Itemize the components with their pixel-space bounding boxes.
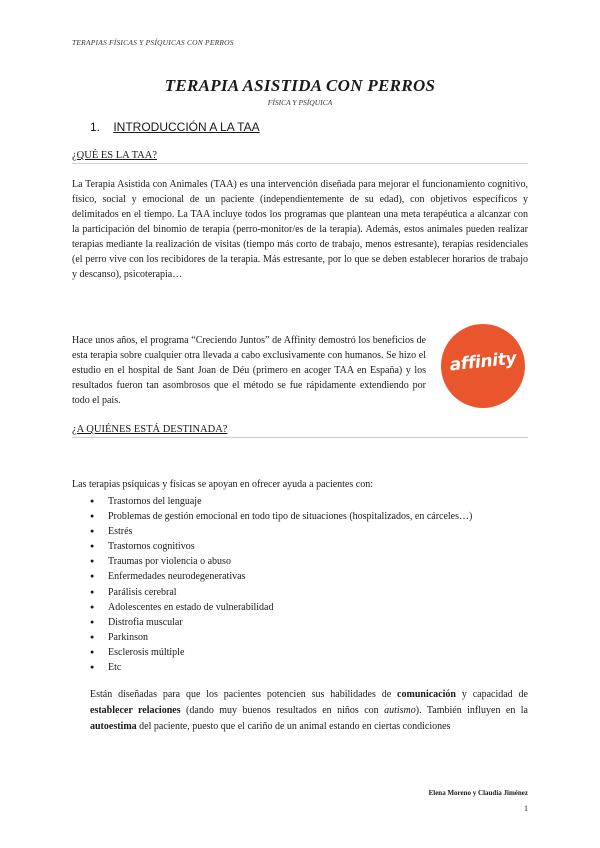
paragraph-closing <box>90 687 528 735</box>
list-item: ● Estrés <box>90 524 472 539</box>
question-heading-who: ¿A QUIÉNES ESTÁ DESTINADA? <box>72 424 528 438</box>
list-item: ● Trastornos del lenguaje <box>90 494 472 509</box>
closing-text: y capacidad de <box>455 689 528 700</box>
affinity-logo <box>441 324 525 408</box>
list-item: ● Traumas por violencia o abuso <box>90 554 472 569</box>
list-item: ● Parkinson <box>90 630 472 645</box>
closing-text: ). También influyen en la <box>415 705 528 716</box>
running-header: TERAPIAS FÍSICAS Y PSÍQUICAS CON PERROS <box>72 38 234 47</box>
footer-authors: Elena Moreno y Claudia Jiménez <box>428 789 528 797</box>
affinity-logo-text: affinity <box>448 348 518 376</box>
closing-text: del paciente, puesto que el cariño de un animal estando en ciertas condiciones <box>136 721 451 732</box>
document-title: TERAPIA ASISTIDA CON PERROS <box>164 76 436 95</box>
list-intro: Las terapias psíquicas y físicas se apoyan en ofrecer ayuda a pacientes con: <box>72 479 373 490</box>
paragraph-what-is-taa: La Terapia Asistida con Animales (TAA) es una intervención diseñada para mejorar el funcionamiento cognitivo, físico, social y emocional de un paciente (independientemente de su edad), con objetivos específicos y delimitados en el tiempo. La TAA incluye todos los programas que plantean una meta terapéutica a alcanzar con la participación del binomio de terapia (perro-monitor/es de la terapia). Además, estos animales pueden realizar terapias mediante la realización de visitas (tiempo más corto de trabajo, menos estresante), terapias residenciales (el perro vive con los recibidores de la terapia. Más estresante, por lo que se deben establecer horarios de trabajo y descanso), psicoterapia… <box>72 179 528 280</box>
list-item: ● Parálisis cerebral <box>90 585 472 600</box>
emphasis-communication: comunicación <box>397 689 456 700</box>
emphasis-relations: establecer relaciones <box>90 705 181 716</box>
closing-text: Están diseñadas para que los pacientes potencien sus habilidades de <box>90 689 398 700</box>
question-heading-what: ¿QUÉ ES LA TAA? <box>72 150 528 164</box>
page-number: 1 <box>524 804 528 813</box>
document-subtitle: FÍSICA Y PSÍQUICA <box>267 98 333 107</box>
list-item: ● Trastornos cognitivos <box>90 539 472 554</box>
paragraph-affinity: Hace unos años, el programa “Creciendo Juntos” de Affinity demostró los beneficios de esta terapia sobre cualquier otra llevada a cabo exclusivamente con humanos. Se hizo el estudio en el hospital de Sant Joan de Déu (primero en acoger TAA en España) y los resultados fueron tan asombrosos que el método se fue rápidamente extendiendo por todo el país. <box>72 335 426 406</box>
conditions-list <box>90 494 472 675</box>
section-title: INTRODUCCIÓN A LA TAA <box>113 120 260 134</box>
list-item: ● Esclerosis múltiple <box>90 645 472 660</box>
list-item: ● Problemas de gestión emocional en todo tipo de situaciones (hospitalizados, en cárceles…) <box>90 509 472 524</box>
list-item: ● Distrofia muscular <box>90 615 472 630</box>
emphasis-self-esteem: autoestima <box>90 721 137 732</box>
list-item: ● Etc <box>90 660 472 675</box>
section-number: 1. <box>90 120 101 134</box>
list-item: ● Adolescentes en estado de vulnerabilidad <box>90 600 472 615</box>
emphasis-autism: autismo <box>384 705 416 716</box>
list-item: ● Enfermedades neurodegenerativas <box>90 569 472 584</box>
closing-text: (dando muy buenos resultados en niños con <box>180 705 385 716</box>
section-heading <box>90 120 260 134</box>
